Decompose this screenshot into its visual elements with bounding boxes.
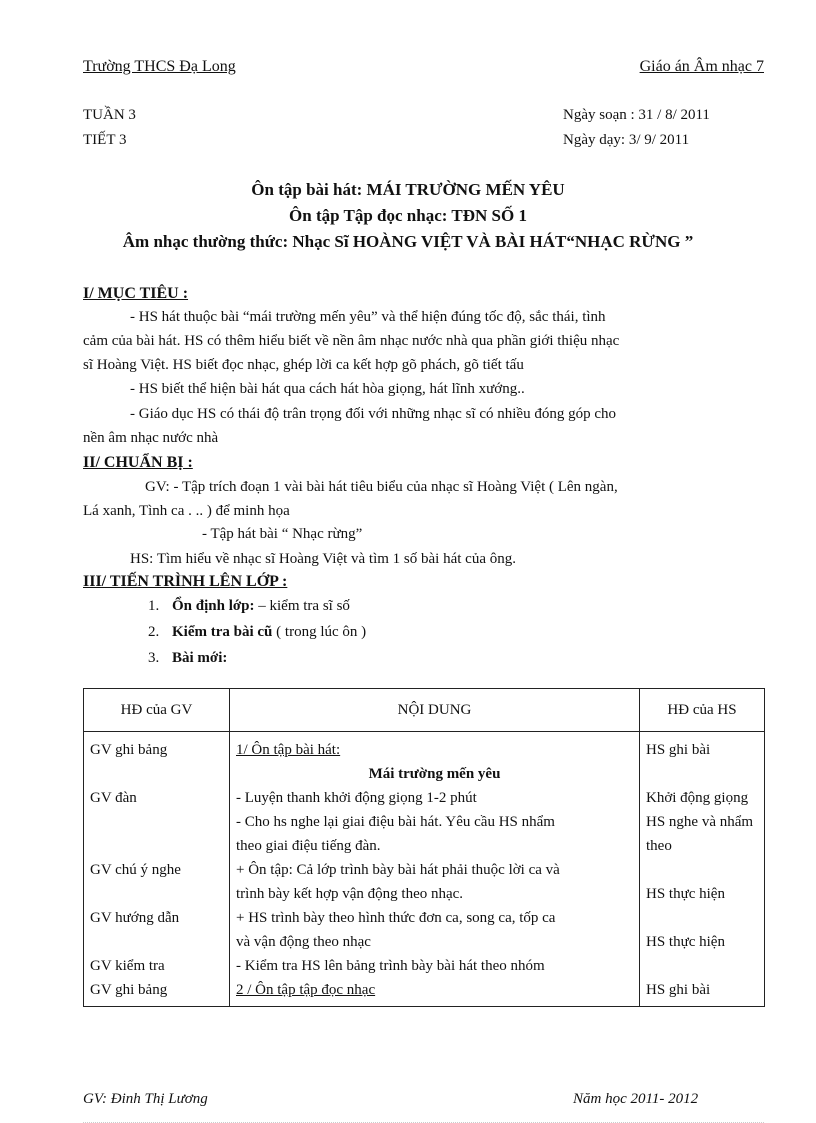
gv-line	[90, 810, 223, 834]
gv-line: GV ghi bảng	[90, 982, 168, 998]
gv-line: GV đàn	[90, 790, 137, 806]
content-line: - Kiểm tra HS lên bảng trình bày bài hát theo nhóm	[236, 958, 545, 974]
header-teacher-activity: HĐ của GV	[84, 689, 230, 732]
content-line: + Ôn tập: Cả lớp trình bày bài hát phải thuộc lời ca và	[236, 862, 560, 878]
content-line: 2 / Ôn tập tập đọc nhạc	[236, 982, 376, 998]
hs-line: HS thực hiện	[646, 934, 725, 950]
objective-line-3: sĩ Hoàng Việt. HS biết đọc nhạc, ghép lời ca kết hợp gõ phách, gõ tiết tấu	[83, 357, 524, 373]
content-cell	[230, 732, 640, 1007]
content-line: + HS trình bày theo hình thức đơn ca, song ca, tốp ca	[236, 910, 556, 926]
date-prepared: Ngày soạn : 31 / 8/ 2011	[563, 107, 710, 123]
gv-line: GV chú ý nghe	[90, 862, 181, 878]
week-label: TUẦN 3	[83, 107, 136, 123]
section-preparation-heading: II/ CHUẨN BỊ :	[83, 454, 193, 471]
gv-line	[90, 762, 223, 786]
gv-line	[90, 834, 223, 858]
objective-line-5: - Giáo dục HS có thái độ trân trọng đối với những nhạc sĩ có nhiều đóng góp cho	[130, 406, 616, 422]
gv-line: GV ghi bảng	[90, 742, 168, 758]
student-activity-cell	[640, 732, 765, 1007]
footer-teacher: GV: Đinh Thị Lương	[83, 1091, 208, 1107]
subject-title: Giáo án Âm nhạc 7	[639, 58, 764, 75]
content-line: - Luyện thanh khởi động giọng 1-2 phút	[236, 790, 477, 806]
hs-line	[646, 906, 758, 930]
hs-line: HS nghe và nhẩm	[646, 814, 754, 830]
header-student-activity: HĐ của HS	[640, 689, 765, 732]
table-row	[84, 732, 765, 1007]
title-song: Ôn tập bài hát: MÁI TRƯỜNG MẾN YÊU	[251, 180, 565, 199]
hs-line	[646, 954, 758, 978]
objective-line-2: cảm của bài hát. HS có thêm hiểu biết về nền âm nhạc nước nhà qua phần giới thiệu nhạc	[83, 333, 620, 349]
procedure-item-2: 2. Kiểm tra bài cũ ( trong lúc ôn )	[148, 624, 367, 640]
prep-line-4: HS: Tìm hiểu về nhạc sĩ Hoàng Việt và tìm 1 số bài hát của ông.	[130, 551, 516, 567]
title-music-knowledge: Âm nhạc thường thức: Nhạc Sĩ HOÀNG VIỆT VÀ BÀI HÁT“NHẠC RỪNG ”	[122, 232, 694, 251]
title-reading: Ôn tập Tập đọc nhạc: TĐN SỐ 1	[289, 206, 527, 225]
header-content: NỘI DUNG	[230, 689, 640, 732]
prep-line-3: - Tập hát bài “ Nhạc rừng”	[202, 526, 363, 542]
hs-line: theo	[646, 838, 672, 854]
lesson-plan-table	[83, 688, 765, 1007]
gv-line: GV kiểm tra	[90, 958, 165, 974]
hs-line: HS ghi bài	[646, 742, 711, 758]
prep-line-2: Lá xanh, Tình ca . .. ) để minh họa	[83, 503, 290, 519]
objective-line-4: - HS biết thể hiện bài hát qua cách hát hòa giọng, hát lĩnh xướng..	[130, 381, 525, 397]
footer-school-year: Năm học 2011- 2012	[573, 1091, 699, 1107]
hs-line: HS thực hiện	[646, 886, 725, 902]
prep-line-1: GV: - Tập trích đoạn 1 vài bài hát tiêu biểu của nhạc sĩ Hoàng Việt ( Lên ngàn,	[145, 479, 618, 495]
content-line: 1/ Ôn tập bài hát:	[236, 742, 341, 758]
gv-line: GV hướng dẫn	[90, 910, 180, 926]
lesson-label: TIẾT 3	[83, 132, 127, 148]
objective-line-6: nền âm nhạc nước nhà	[83, 430, 219, 446]
hs-line: Khởi động giọng	[646, 790, 749, 806]
procedure-item-1: 1. Ổn định lớp: – kiểm tra sĩ số	[148, 598, 350, 614]
hs-line	[646, 762, 758, 786]
content-line: trình bày kết hợp vận động theo nhạc.	[236, 886, 464, 902]
section-objectives-heading: I/ MỤC TIÊU :	[83, 285, 189, 302]
objective-line-1: - HS hát thuộc bài “mái trường mến yêu” và thể hiện đúng tốc độ, sắc thái, tình	[130, 309, 606, 325]
teacher-activity-cell	[84, 732, 230, 1007]
content-line: theo giai điệu tiếng đàn.	[236, 838, 381, 854]
content-line: - Cho hs nghe lại giai điệu bài hát. Yêu cầu HS nhẩm	[236, 814, 555, 830]
table-header-row	[84, 689, 765, 732]
date-taught: Ngày dạy: 3/ 9/ 2011	[563, 132, 690, 148]
gv-line	[90, 930, 223, 954]
school-name: Trường THCS Đạ Long	[83, 58, 236, 75]
gv-line	[90, 882, 223, 906]
hs-line	[646, 858, 758, 882]
hs-line: HS ghi bài	[646, 982, 711, 998]
section-procedure-heading: III/ TIẾN TRÌNH LÊN LỚP :	[83, 573, 288, 590]
content-line: và vận động theo nhạc	[236, 934, 371, 950]
content-line: Mái trường mến yêu	[368, 766, 501, 782]
procedure-item-3: 3. Bài mới:	[148, 650, 228, 666]
